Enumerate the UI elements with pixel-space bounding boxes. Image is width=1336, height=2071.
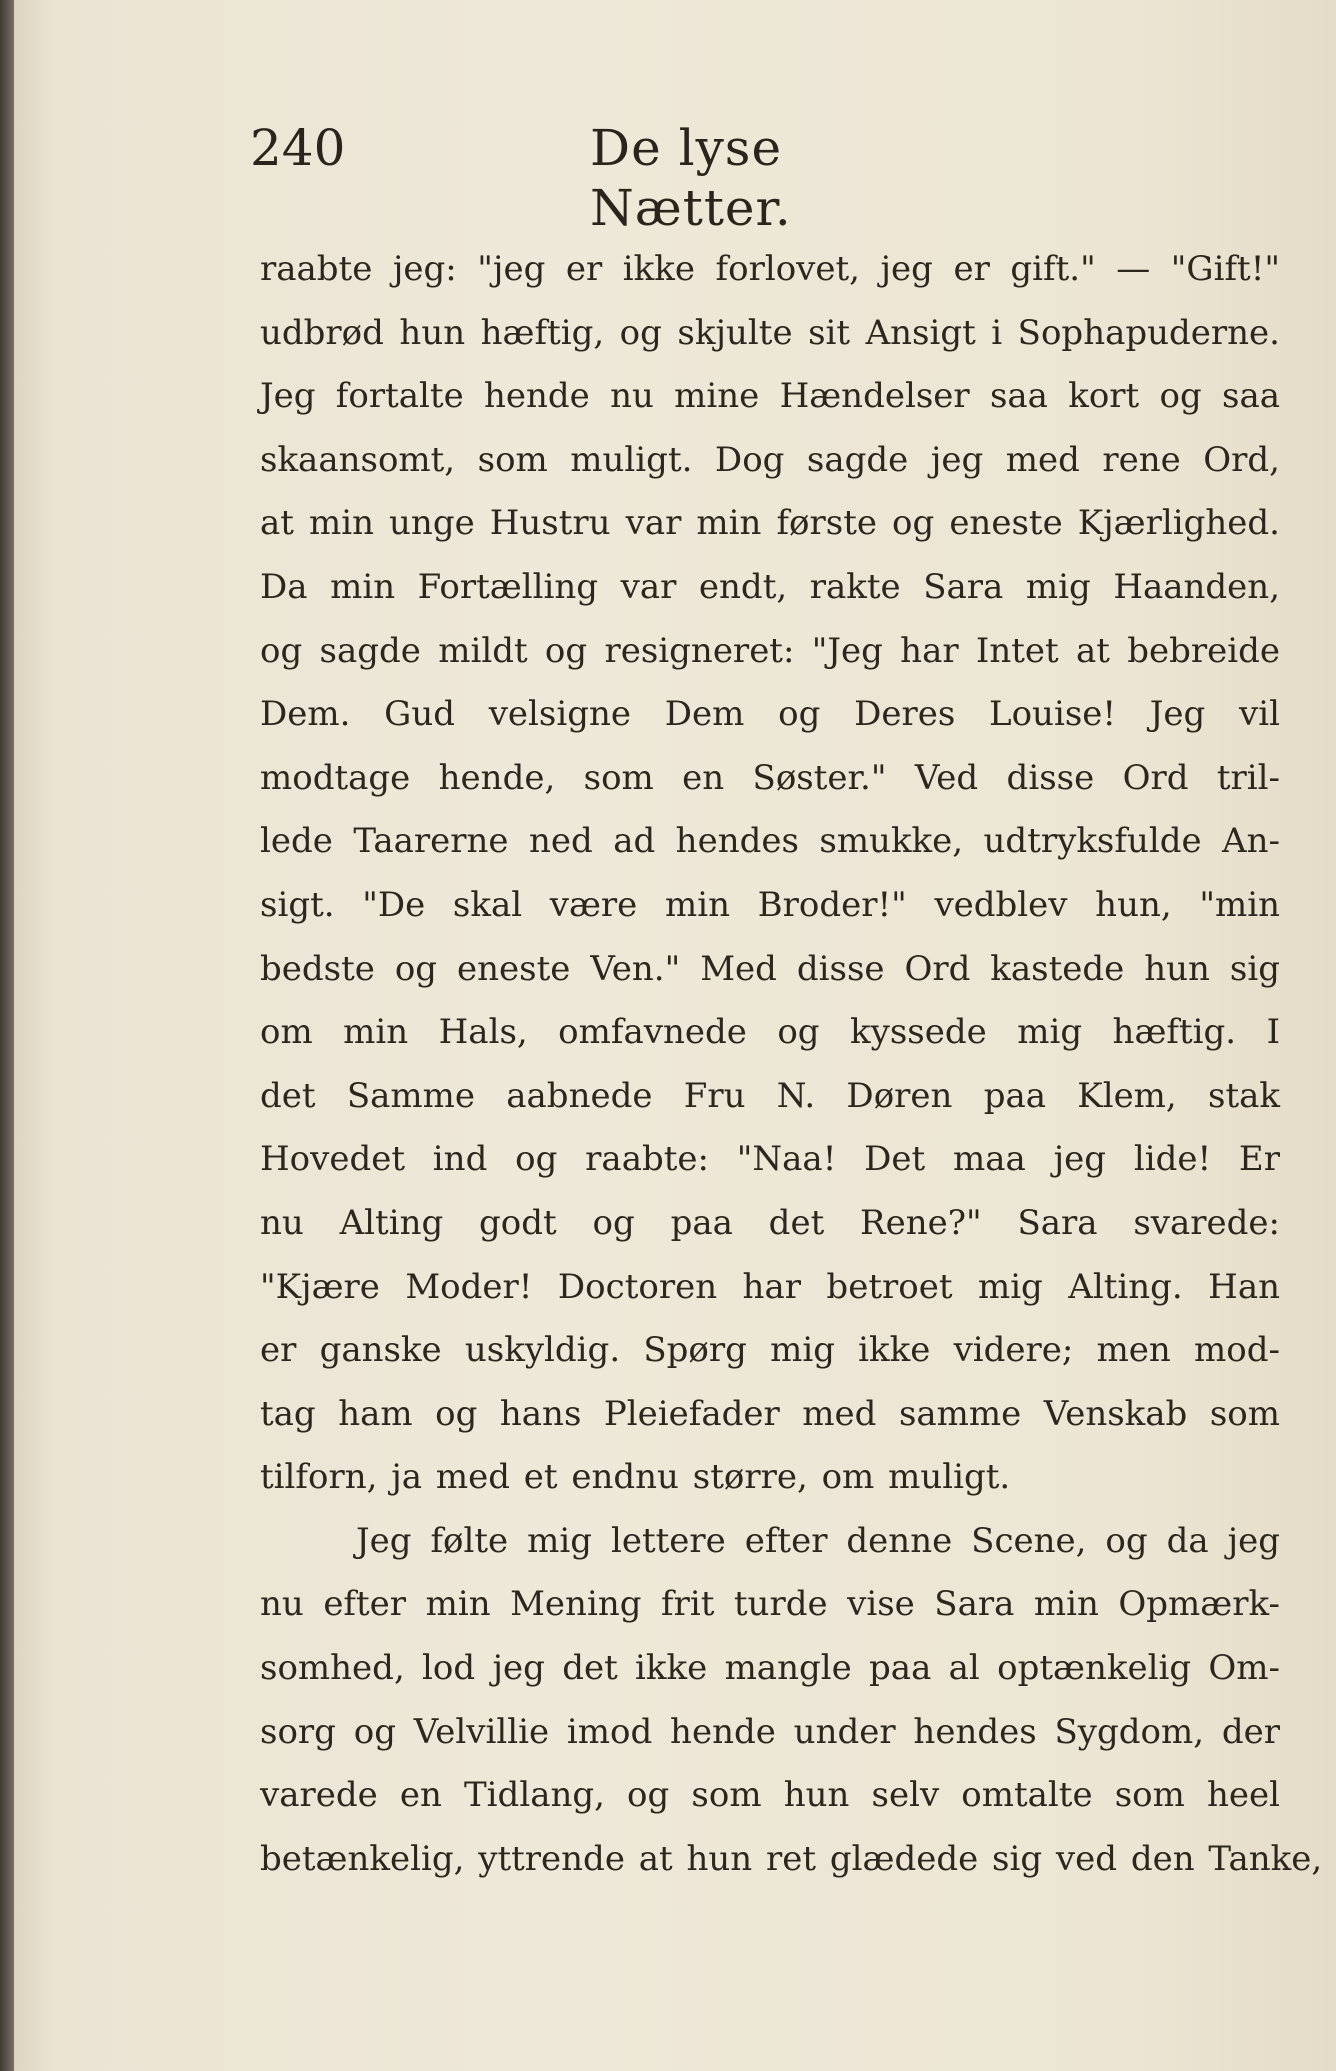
text-line: betænkelig, yttrende at hun ret glædede sig ved den Tanke, xyxy=(260,1838,1323,1879)
page-header xyxy=(250,118,930,237)
body-text xyxy=(260,238,1323,1891)
text-line: skaansomt, som muligt. Dog sagde jeg med rene Ord, xyxy=(260,439,1280,480)
running-head: De lyse Nætter. xyxy=(590,119,792,237)
text-line: tag ham og hans Pleiefader med samme Venskab som xyxy=(260,1393,1280,1434)
text-line: nu efter min Mening frit turde vise Sara min Opmærk- xyxy=(260,1584,1280,1625)
text-line: varede en Tidlang, og som hun selv omtalte som heel xyxy=(260,1775,1280,1816)
text-line: udbrød hun hæftig, og skjulte sit Ansigt i Sophapuderne. xyxy=(260,312,1280,353)
text-line: bedste og eneste Ven." Med disse Ord kastede hun sig xyxy=(260,948,1280,989)
text-line: "Kjære Moder! Doctoren har betroet mig Alting. Han xyxy=(260,1266,1280,1307)
text-line: Jeg fortalte hende nu mine Hændelser saa kort og saa xyxy=(260,376,1280,417)
text-line: modtage hende, som en Søster." Ved disse Ord tril- xyxy=(260,757,1280,798)
text-line: lede Taarerne ned ad hendes smukke, udtryksfulde An- xyxy=(260,821,1280,862)
book-binding-edge xyxy=(0,0,14,2071)
page-number: 240 xyxy=(250,119,346,177)
text-line: Hovedet ind og raabte: "Naa! Det maa jeg lide! Er xyxy=(260,1139,1280,1180)
paragraph-first-line: Jeg følte mig lettere efter denne Scene, og da jeg xyxy=(356,1520,1280,1561)
text-line: raabte jeg: "jeg er ikke forlovet, jeg er gift." — "Gift!" xyxy=(260,249,1280,289)
text-line: somhed, lod jeg det ikke mangle paa al optænkelig Om- xyxy=(260,1648,1280,1689)
text-line: tilforn, ja med et endnu større, om muligt. xyxy=(260,1457,1011,1498)
text-line: det Samme aabnede Fru N. Døren paa Klem, stak xyxy=(260,1075,1280,1116)
text-line: er ganske uskyldig. Spørg mig ikke videre; men mod- xyxy=(260,1330,1280,1371)
text-line: og sagde mildt og resigneret: "Jeg har Intet at bebreide xyxy=(260,630,1280,671)
text-line: sorg og Velvillie imod hende under hendes Sygdom, der xyxy=(260,1711,1280,1752)
text-line: at min unge Hustru var min første og eneste Kjærlighed. xyxy=(260,503,1280,544)
text-line: sigt. "De skal være min Broder!" vedblev hun, "min xyxy=(260,884,1280,925)
text-line: nu Alting godt og paa det Rene?" Sara svarede: xyxy=(260,1202,1280,1243)
book-page xyxy=(14,0,1336,2071)
text-line: Da min Fortælling var endt, rakte Sara mig Haanden, xyxy=(260,566,1280,607)
text-line: Dem. Gud velsigne Dem og Deres Louise! Jeg vil xyxy=(260,694,1280,735)
text-line: om min Hals, omfavnede og kyssede mig hæftig. I xyxy=(260,1012,1280,1053)
